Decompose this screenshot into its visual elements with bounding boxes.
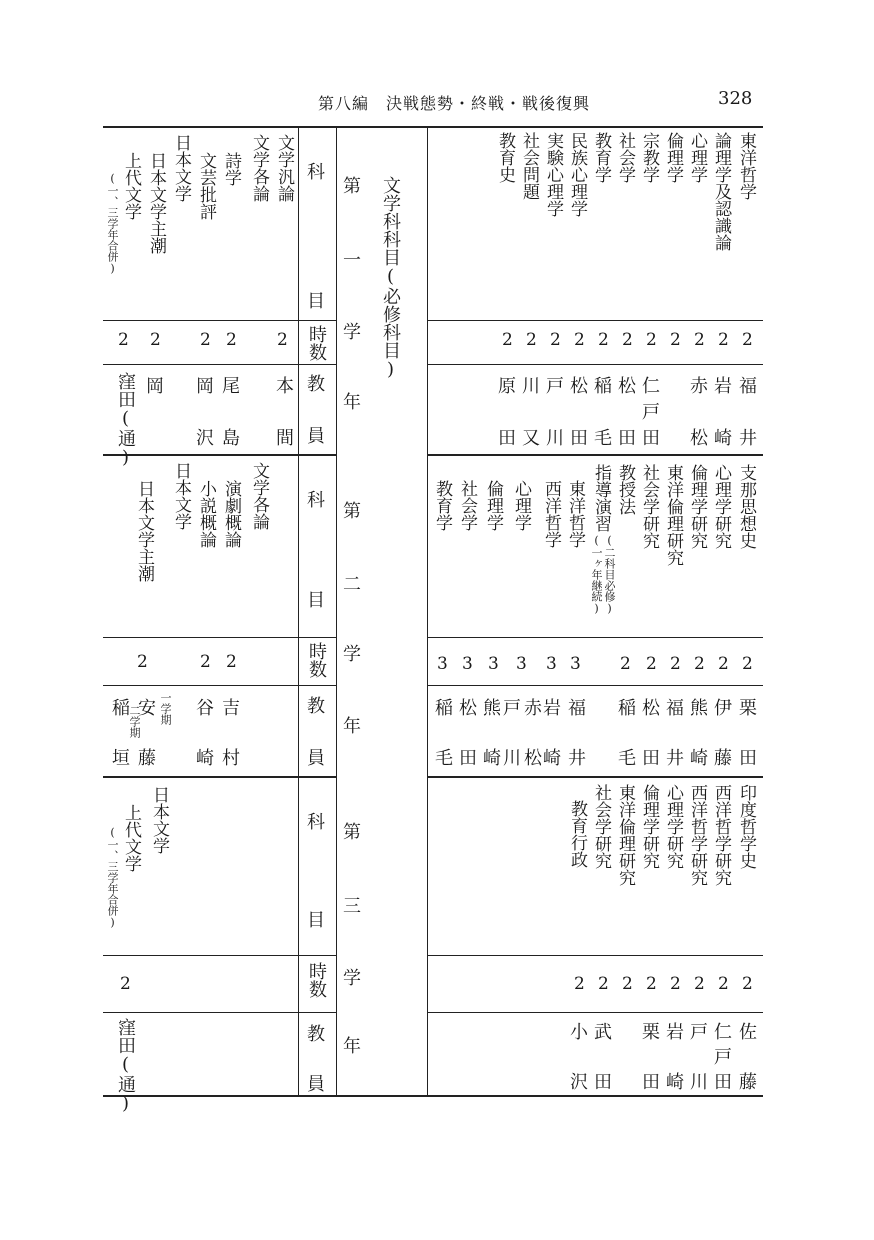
right-y2-hours: 3 — [546, 654, 557, 674]
right-y2-subject: 支那思想史 — [736, 464, 756, 549]
right-y3-teacher: 武 — [594, 1022, 612, 1043]
right-y3-teacher: 崎 — [666, 1072, 684, 1093]
right-y1-teacher: 毛 — [594, 428, 612, 449]
right-y1-teacher: 川 — [546, 428, 564, 449]
right-y2-hours: 2 — [718, 654, 729, 674]
right-y2-teacher: 福 — [666, 698, 684, 719]
label-hours-1: 時数 — [306, 325, 327, 361]
right-y3-subject: 社会学研究 — [591, 784, 611, 869]
rule-r-y3-hours — [427, 955, 763, 956]
label-teacher-2b: 員 — [307, 748, 325, 769]
right-y1-subject: 論理学及認識論 — [711, 132, 731, 251]
label-teacher-1b: 員 — [307, 426, 325, 447]
year3-nen: 年 — [343, 1036, 361, 1057]
left-y3-hours: 2 — [120, 974, 131, 994]
right-y2-teacher: 稲 — [618, 698, 636, 719]
left-y1-subject: 上代文学 — [121, 152, 141, 220]
right-y1-hours: 2 — [574, 330, 585, 350]
right-y2-subject: 東洋哲学 — [565, 480, 585, 548]
left-y1-hours: 2 — [226, 330, 237, 350]
right-y1-teacher: 又 — [522, 428, 540, 449]
left-y2-hours: 2 — [226, 652, 237, 672]
label-subject-1a: 科 — [307, 162, 325, 183]
left-y2-hours: 2 — [200, 652, 211, 672]
left-y1-hours: 2 — [150, 330, 161, 350]
right-y1-subject: 社会学 — [615, 132, 635, 183]
right-y2-subject: 心理学 — [511, 480, 531, 531]
label-subject-2a: 科 — [307, 490, 325, 511]
year2-dai: 第 — [343, 501, 361, 522]
right-y2-note: (二科目必修) — [603, 534, 616, 615]
right-y2-subject: 東洋倫理研究 — [663, 464, 683, 566]
label-teacher-2a: 教 — [307, 696, 325, 717]
right-y2-subject: 心理学研究 — [711, 464, 731, 549]
right-y3-hours: 2 — [742, 974, 753, 994]
rule-y3-hours — [103, 955, 336, 956]
right-y1-subject: 倫理学 — [663, 132, 683, 183]
right-y3-teacher: 小 — [570, 1022, 588, 1043]
right-y3-teacher: 沢 — [570, 1072, 588, 1093]
right-y2-teacher: 赤 — [524, 698, 542, 719]
left-y3-teacher: 窪田(通) — [115, 1018, 136, 1114]
right-y2-subject: 社会学研究 — [639, 464, 659, 549]
right-y1-hours: 2 — [526, 330, 537, 350]
left-y1-teacher: 岡 — [146, 376, 164, 397]
right-y2-teacher: 藤 — [714, 748, 732, 769]
right-y3-teacher: 田 — [594, 1072, 612, 1093]
right-y2-teacher: 川 — [503, 748, 521, 769]
right-y1-teacher: 松 — [570, 376, 588, 397]
right-y2-teacher: 崎 — [483, 748, 501, 769]
left-y1-hours: 2 — [277, 330, 288, 350]
right-y2-hours: 3 — [570, 654, 581, 674]
rule-bottom — [103, 1095, 763, 1097]
right-y2-teacher: 福 — [568, 698, 586, 719]
right-y2-subject: 西洋哲学 — [541, 480, 561, 548]
right-y1-teacher: 松 — [690, 428, 708, 449]
left-y2-teacher-note: 一学期 — [159, 692, 172, 725]
right-y3-subject: 東洋倫理研究 — [615, 784, 635, 886]
label-subject-2b: 目 — [307, 590, 325, 611]
left-y2-subject: 文学各論 — [249, 462, 269, 530]
right-y1-teacher: 稲 — [594, 376, 612, 397]
right-y2-teacher: 松 — [459, 698, 477, 719]
rule-y3-top — [103, 776, 336, 778]
right-y2-subject: 社会学 — [457, 480, 477, 531]
rule-y1-hours — [103, 320, 336, 321]
right-y1-teacher: 田 — [618, 428, 636, 449]
right-y3-teacher: 川 — [690, 1072, 708, 1093]
right-y3-subject: 西洋哲学研究 — [711, 784, 731, 886]
right-y2-teacher: 井 — [666, 748, 684, 769]
right-y2-teacher: 栗 — [739, 698, 757, 719]
right-y1-teacher: 田 — [498, 428, 516, 449]
left-y1-teacher: 本 — [276, 376, 294, 397]
right-y3-teacher: 田 — [714, 1072, 732, 1093]
left-y1-subject: 詩学 — [221, 152, 241, 186]
right-y3-hours: 2 — [718, 974, 729, 994]
right-y2-teacher: 松 — [524, 748, 542, 769]
right-y2-hours: 2 — [670, 654, 681, 674]
right-y3-teacher: 栗 — [642, 1022, 660, 1043]
rule-r-y2-top — [427, 454, 763, 456]
year3-num: 三 — [343, 896, 361, 917]
right-y1-subject: 心理学 — [687, 132, 707, 183]
year2-num: 二 — [343, 574, 361, 595]
right-y3-teacher: 戸 — [714, 1047, 732, 1068]
right-y1-subject: 民族心理学 — [567, 132, 587, 217]
right-y2-teacher: 田 — [459, 748, 477, 769]
left-y1-subject: 日本文学主潮 — [146, 152, 166, 254]
right-y1-hours: 2 — [502, 330, 513, 350]
right-y2-teacher: 崎 — [690, 748, 708, 769]
right-y1-teacher: 原 — [498, 376, 516, 397]
right-y1-hours: 2 — [670, 330, 681, 350]
left-y2-teacher: 崎 — [196, 748, 214, 769]
rule-top — [103, 126, 763, 128]
rule-r-y1-teacher — [427, 364, 763, 365]
left-y1-subject: 日本文学 — [171, 134, 191, 202]
label-teacher-1a: 教 — [307, 374, 325, 395]
right-y3-hours: 2 — [622, 974, 633, 994]
left-y2-teacher: 谷 — [196, 698, 214, 719]
right-y2-teacher: 伊 — [714, 698, 732, 719]
left-y1-note: (一、三学年合併) — [106, 172, 119, 275]
left-y1-subject: 文学各論 — [249, 134, 269, 202]
right-y1-teacher: 福 — [739, 376, 757, 397]
right-y1-subject: 実験心理学 — [543, 132, 563, 217]
left-y2-teacher: 村 — [222, 748, 240, 769]
right-y2-subject: 指導演習 — [591, 464, 611, 532]
right-y2-hours: 3 — [462, 654, 473, 674]
label-teacher-3a: 教 — [307, 1024, 325, 1045]
left-y1-teacher: 岡 — [196, 376, 214, 397]
left-y2-subject: 小説概論 — [196, 480, 216, 548]
left-y1-teacher: 島 — [222, 428, 240, 449]
right-y2-subject: 倫理学 — [483, 480, 503, 531]
right-y3-hours: 2 — [598, 974, 609, 994]
right-y2-hours: 3 — [437, 654, 448, 674]
label-hours-3: 時数 — [306, 962, 327, 998]
rule-label-col — [298, 126, 299, 1096]
right-y1-hours: 2 — [622, 330, 633, 350]
right-y3-teacher: 佐 — [739, 1022, 757, 1043]
right-y2-teacher: 崎 — [543, 748, 561, 769]
right-y1-teacher: 岩 — [714, 376, 732, 397]
left-y2-hours: 2 — [137, 652, 148, 672]
right-y1-teacher: 崎 — [714, 428, 732, 449]
right-y3-subject: 印度哲学史 — [736, 784, 756, 869]
right-y1-hours: 2 — [598, 330, 609, 350]
table-caption: 文学科科目(必修科目) — [380, 176, 401, 380]
right-y2-hours: 3 — [488, 654, 499, 674]
right-y1-teacher: 戸 — [546, 376, 564, 397]
rule-r-y2-teacher — [427, 685, 763, 686]
right-y1-teacher: 仁 — [642, 376, 660, 397]
right-y3-teacher: 岩 — [666, 1022, 684, 1043]
rule-right-panel-left — [427, 126, 428, 1096]
right-y2-note: (一ヶ年継続) — [590, 534, 603, 615]
year2-nen: 年 — [343, 716, 361, 737]
right-y3-subject: 西洋哲学研究 — [687, 784, 707, 886]
rule-y3-teacher — [103, 1012, 336, 1013]
right-y1-teacher: 川 — [522, 376, 540, 397]
right-y3-hours: 2 — [574, 974, 585, 994]
right-y1-teacher: 松 — [618, 376, 636, 397]
right-y2-teacher: 熊 — [690, 698, 708, 719]
right-y2-hours: 2 — [620, 654, 631, 674]
label-subject-1b: 目 — [307, 291, 325, 312]
rule-y2-teacher — [103, 685, 336, 686]
label-subject-3b: 目 — [307, 910, 325, 931]
right-y2-hours: 2 — [646, 654, 657, 674]
rule-y2-hours — [103, 637, 336, 638]
right-y3-subject: 倫理学研究 — [639, 784, 659, 869]
right-y3-subject: 心理学研究 — [663, 784, 683, 869]
right-y1-teacher: 田 — [642, 428, 660, 449]
page-number: 328 — [718, 88, 753, 109]
right-y1-teacher: 赤 — [690, 376, 708, 397]
right-y2-teacher: 毛 — [618, 748, 636, 769]
right-y2-teacher: 岩 — [543, 698, 561, 719]
right-y2-teacher: 熊 — [483, 698, 501, 719]
left-y2-teacher: 稲 — [112, 698, 130, 719]
year1-dai: 第 — [343, 176, 361, 197]
left-y2-subject: 日本文学 — [171, 462, 191, 530]
right-y3-subject: 教育行政 — [567, 800, 587, 868]
right-y2-teacher: 毛 — [435, 748, 453, 769]
right-y1-subject: 教育史 — [495, 132, 515, 183]
left-y2-teacher-note: 二学期 — [128, 705, 141, 738]
right-y2-hours: 3 — [516, 654, 527, 674]
right-y1-hours: 2 — [550, 330, 561, 350]
right-y3-teacher: 藤 — [739, 1072, 757, 1093]
year3-dai: 第 — [343, 822, 361, 843]
right-y1-hours: 2 — [742, 330, 753, 350]
right-y3-teacher: 仁 — [714, 1022, 732, 1043]
right-y2-hours: 2 — [742, 654, 753, 674]
right-y1-hours: 2 — [694, 330, 705, 350]
year1-nen: 年 — [343, 392, 361, 413]
right-y3-hours: 2 — [670, 974, 681, 994]
rule-left-panel-right — [336, 126, 337, 1096]
left-y2-subject: 演劇概論 — [221, 480, 241, 548]
left-y2-teacher: 安 — [138, 698, 156, 719]
left-y2-teacher: 吉 — [222, 698, 240, 719]
right-y2-hours: 2 — [694, 654, 705, 674]
left-y1-teacher: 間 — [276, 428, 294, 449]
left-y1-teacher: 窪田(通) — [115, 372, 136, 468]
left-y3-subject: 日本文学 — [149, 786, 169, 854]
right-y1-subject: 社会問題 — [519, 132, 539, 200]
right-y2-subject: 教育学 — [432, 480, 452, 531]
right-y3-hours: 2 — [694, 974, 705, 994]
rule-y2-top — [103, 454, 336, 456]
running-header: 第八編 決戦態勢・終戦・戦後復興 — [318, 94, 591, 113]
rule-y1-teacher — [103, 364, 336, 365]
right-y1-teacher: 田 — [570, 428, 588, 449]
right-y2-teacher: 井 — [568, 748, 586, 769]
left-y1-teacher: 沢 — [196, 428, 214, 449]
right-y1-hours: 2 — [718, 330, 729, 350]
right-y1-subject: 宗教学 — [639, 132, 659, 183]
right-y3-teacher: 田 — [642, 1072, 660, 1093]
left-y3-note: (一、三学年合併) — [106, 826, 119, 929]
left-y1-subject: 文芸批評 — [196, 152, 216, 220]
label-hours-2: 時数 — [306, 642, 327, 678]
left-y1-teacher: 尾 — [222, 376, 240, 397]
label-teacher-3b: 員 — [307, 1074, 325, 1095]
right-y2-teacher: 松 — [642, 698, 660, 719]
left-y1-hours: 2 — [118, 330, 129, 350]
rule-r-y3-top — [427, 776, 763, 778]
left-y1-subject: 文学汎論 — [274, 134, 294, 202]
rule-r-y1-hours — [427, 320, 763, 321]
right-y1-teacher: 戸 — [642, 402, 660, 423]
year2-gaku: 学 — [343, 644, 361, 665]
right-y3-hours: 2 — [646, 974, 657, 994]
label-subject-3a: 科 — [307, 812, 325, 833]
year1-num: 一 — [343, 250, 361, 271]
right-y1-hours: 2 — [646, 330, 657, 350]
left-y1-hours: 2 — [200, 330, 211, 350]
left-y2-teacher: 垣 — [112, 748, 130, 769]
year1-gaku: 学 — [343, 322, 361, 343]
left-y3-subject: 上代文学 — [121, 804, 141, 872]
right-y2-subject: 倫理学研究 — [687, 464, 707, 549]
right-y2-subject: 教授法 — [615, 464, 635, 515]
right-y2-teacher: 戸 — [503, 698, 521, 719]
right-y2-teacher: 田 — [642, 748, 660, 769]
year3-gaku: 学 — [343, 968, 361, 989]
right-y2-teacher: 田 — [739, 748, 757, 769]
right-y1-teacher: 井 — [739, 428, 757, 449]
right-y1-subject: 東洋哲学 — [736, 132, 756, 200]
rule-r-y3-teacher — [427, 1012, 763, 1013]
right-y2-teacher: 稲 — [435, 698, 453, 719]
left-y2-subject: 日本文学主潮 — [134, 480, 154, 582]
right-y1-subject: 教育学 — [591, 132, 611, 183]
left-y2-teacher: 藤 — [138, 748, 156, 769]
right-y3-teacher: 戸 — [690, 1022, 708, 1043]
rule-r-y2-hours — [427, 637, 763, 638]
